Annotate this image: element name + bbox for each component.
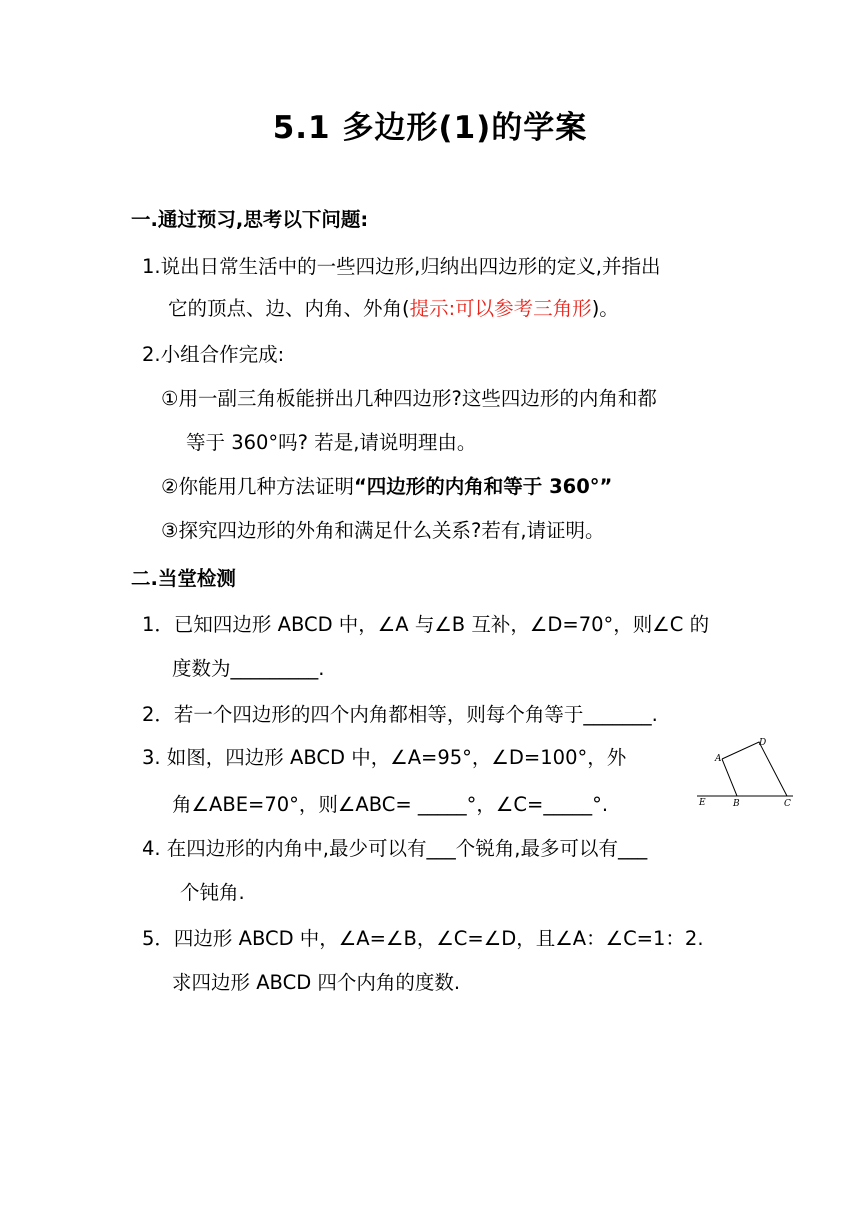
q2-item2 (161, 474, 612, 500)
q1-line1: 1.说出日常生活中的一些四边形,归纳出四边形的定义,并指出 (142, 255, 661, 278)
problem4-line2: 个钝角. (180, 881, 245, 904)
q2-title: 2.小组合作完成: (142, 343, 285, 366)
q1-line2-post: )。 (591, 297, 619, 320)
quadrilateral-figure (695, 734, 799, 810)
problem3-line2: 角∠ABE=70°，则∠ABC= _____°，∠C=_____°. (172, 793, 609, 816)
label-a: A (715, 754, 722, 764)
q1-line2 (168, 296, 619, 322)
q2-item2-pre: ②你能用几种方法证明 (161, 475, 354, 498)
problem2: 2．若一个四边形的四个内角都相等，则每个角等于_______. (142, 703, 658, 726)
problem3-line1: 3. 如图，四边形 ABCD 中，∠A=95°，∠D=100°，外 (142, 746, 627, 769)
q1-hint: 提示:可以参考三角形 (409, 297, 592, 320)
q1-line2-pre: 它的顶点、边、内角、外角( (168, 297, 410, 320)
page-title: 5.1 多边形(1)的学案 (272, 110, 588, 146)
label-d: D (759, 738, 767, 748)
label-e: E (699, 798, 706, 808)
quadrilateral-abcd (722, 742, 787, 796)
q2-item3: ③探究四边形的外角和满足什么关系?若有,请证明。 (161, 519, 605, 542)
section1-heading: 一.通过预习,思考以下问题: (131, 208, 369, 231)
q2-item2-bold: “四边形的内角和等于 360°” (353, 475, 613, 498)
problem1-line2: 度数为_________. (172, 657, 325, 680)
q2-item1-line1: ①用一副三角板能拼出几种四边形?这些四边形的内角和都 (161, 387, 657, 410)
section2-heading: 二.当堂检测 (131, 567, 236, 590)
label-b: B (733, 799, 740, 809)
problem1-line1: 1．已知四边形 ABCD 中，∠A 与∠B 互补，∠D=70°，则∠C 的 (142, 613, 710, 636)
q2-item1-line2: 等于 360°吗? 若是,请说明理由。 (186, 431, 477, 454)
problem5-line1: 5．四边形 ABCD 中，∠A=∠B，∠C=∠D，且∠A：∠C=1：2. (142, 927, 704, 950)
problem4-line1: 4. 在四边形的内角中,最少可以有___个锐角,最多可以有___ (142, 837, 648, 860)
label-c: C (784, 799, 791, 809)
problem5-line2: 求四边形 ABCD 四个内角的度数. (172, 971, 461, 994)
